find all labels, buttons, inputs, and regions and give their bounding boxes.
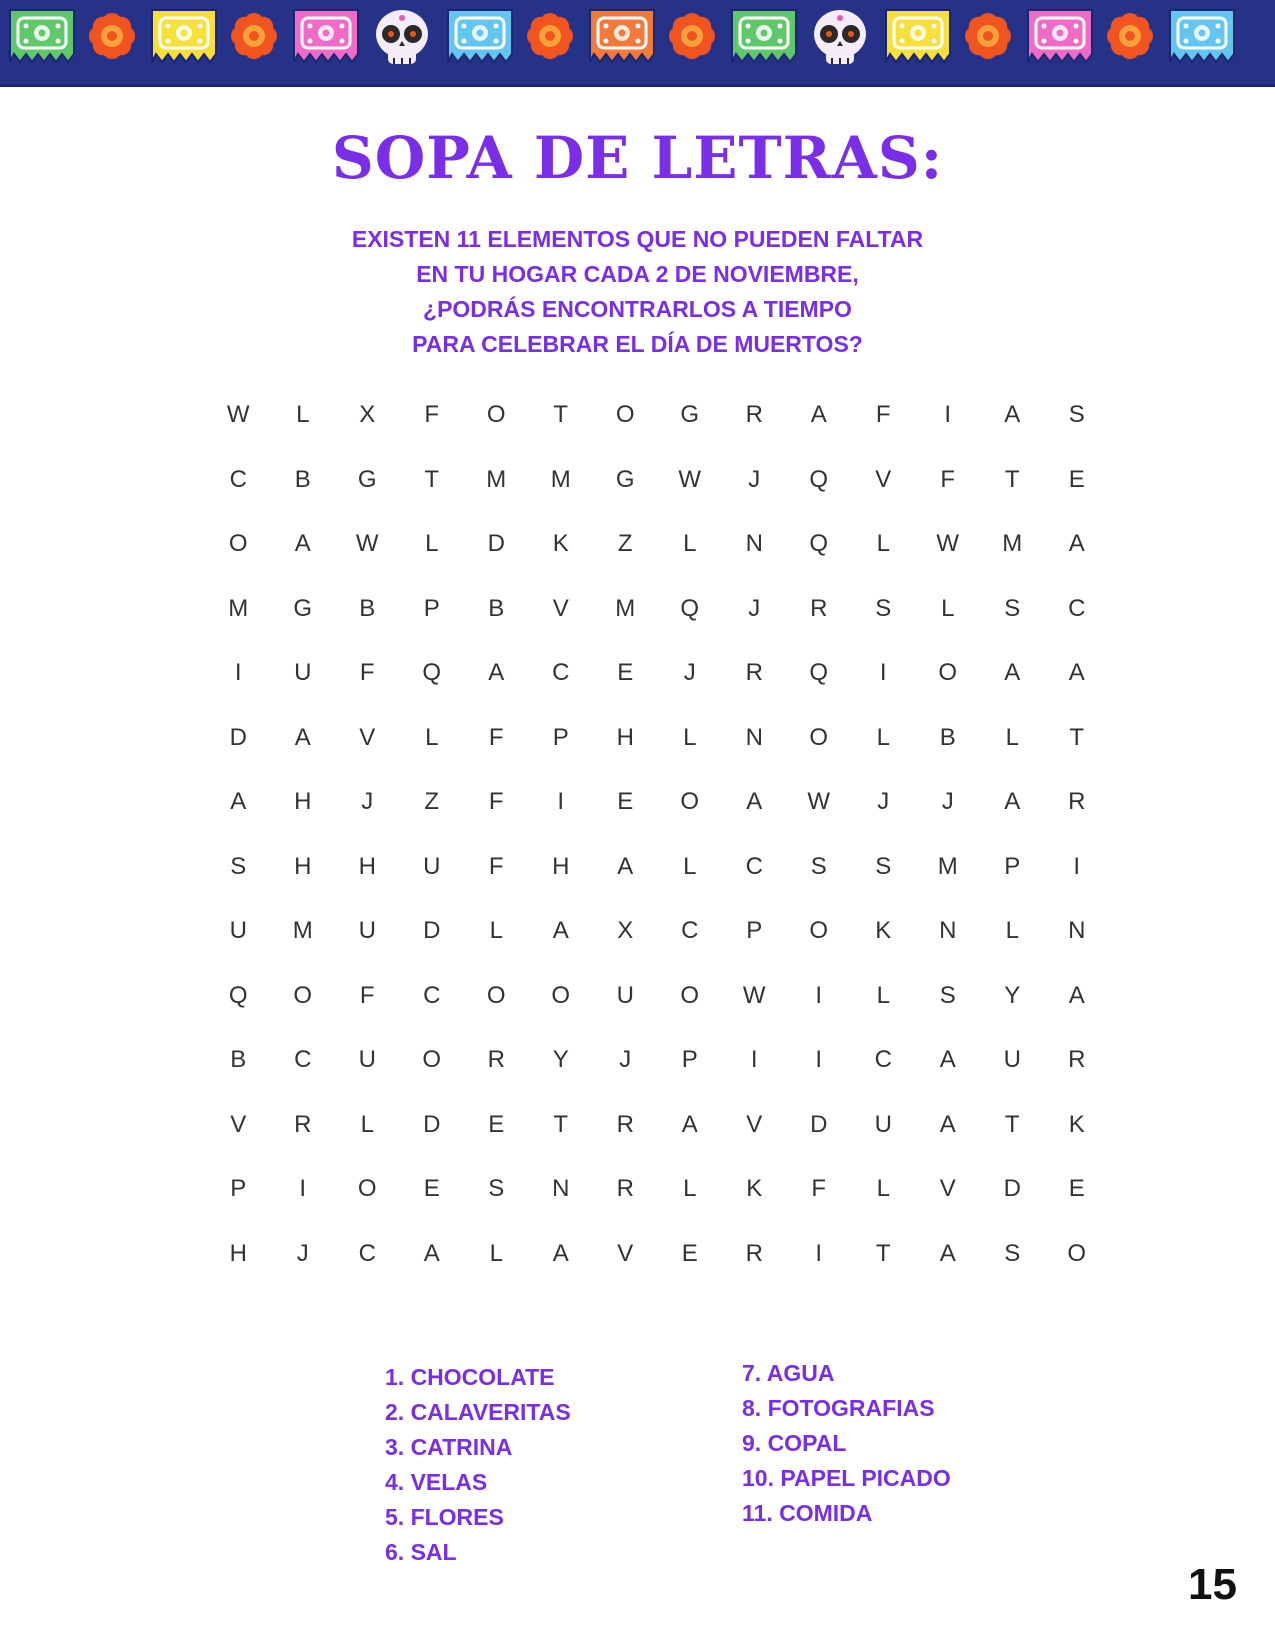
grid-letter: V — [230, 1110, 247, 1138]
grid-letter: T — [553, 401, 569, 428]
grid-letter: U — [229, 917, 247, 944]
grid-letter: M — [292, 917, 313, 944]
papel-picado-flag-icon — [1166, 6, 1238, 66]
grid-letter: N — [745, 723, 763, 751]
marigold-flower-icon — [1104, 10, 1156, 62]
instructions-line: ¿PODRÁS ENCONTRARLOS A TIEMPO — [423, 296, 852, 322]
grid-letter: O — [551, 981, 571, 1009]
grid-letter: L — [489, 1239, 503, 1267]
grid-letter: J — [296, 1239, 309, 1267]
grid-letter: B — [294, 465, 311, 493]
grid-letter: W — [355, 530, 379, 557]
word-list-item: 7. AGUA — [742, 1360, 835, 1386]
grid-letter: U — [1003, 1046, 1021, 1073]
grid-letter: M — [228, 594, 249, 622]
grid-letter: V — [939, 1175, 956, 1202]
word-list-item: 11. COMIDA — [742, 1500, 873, 1526]
grid-letter: X — [617, 917, 634, 944]
grid-letter: D — [229, 723, 247, 751]
grid-letter: L — [683, 1175, 697, 1202]
grid-letter: W — [807, 788, 831, 815]
grid-letter: T — [1004, 1110, 1020, 1138]
grid-letter: I — [557, 788, 565, 815]
grid-letter: H — [294, 852, 312, 880]
grid-letter: L — [1005, 723, 1019, 751]
grid-letter: I — [234, 659, 242, 686]
word-list-item: 6. SAL — [385, 1539, 457, 1565]
instructions-line: EN TU HOGAR CADA 2 DE NOVIEMBRE, — [416, 261, 859, 287]
grid-letter: N — [745, 530, 763, 557]
grid-letter: Q — [422, 659, 442, 686]
grid-letter: A — [939, 1239, 956, 1267]
page-title: SOPA DE LETRAS: — [331, 124, 944, 192]
grid-letter: I — [299, 1175, 307, 1202]
grid-letter: H — [616, 723, 634, 751]
grid-letter: U — [358, 1046, 376, 1073]
grid-letter: L — [876, 530, 890, 557]
grid-letter: E — [488, 1110, 505, 1138]
grid-letter: W — [678, 465, 702, 493]
grid-letter: A — [1068, 659, 1085, 686]
papel-picado-flag-icon — [882, 6, 954, 66]
grid-letter: L — [489, 917, 503, 944]
grid-letter: A — [681, 1110, 698, 1138]
grid-letter: A — [423, 1239, 440, 1267]
grid-letter: L — [425, 530, 439, 557]
grid-letter: M — [486, 465, 507, 493]
papel-picado-flag-icon — [1024, 6, 1096, 66]
grid-letter: O — [293, 981, 313, 1009]
grid-letter: L — [683, 723, 697, 751]
grid-letter: C — [358, 1239, 376, 1267]
grid-letter: T — [553, 1110, 569, 1138]
grid-letter: M — [937, 852, 958, 880]
grid-letter: P — [746, 917, 763, 944]
grid-letter: L — [941, 594, 955, 622]
papel-picado-flag-icon — [290, 6, 362, 66]
grid-letter: T — [1004, 465, 1020, 493]
grid-letter: R — [616, 1110, 634, 1138]
grid-letter: H — [358, 852, 376, 880]
grid-letter: W — [742, 981, 766, 1009]
grid-letter: L — [683, 852, 697, 880]
grid-letter: J — [748, 594, 761, 622]
grid-letter: F — [359, 659, 375, 686]
grid-letter: J — [683, 659, 696, 686]
grid-letter: I — [879, 659, 887, 686]
grid-letter: C — [552, 659, 570, 686]
word-list-item: 10. PAPEL PICADO — [742, 1465, 951, 1491]
grid-letter: H — [294, 788, 312, 815]
grid-letter: L — [1005, 917, 1019, 944]
marigold-flower-icon — [962, 10, 1014, 62]
grid-letter: E — [423, 1175, 440, 1202]
grid-letter: L — [296, 401, 310, 428]
grid-letter: P — [552, 723, 569, 751]
grid-letter: K — [746, 1175, 763, 1202]
grid-letter: Q — [809, 530, 829, 557]
grid-letter: L — [876, 1175, 890, 1202]
grid-letter: C — [423, 981, 441, 1009]
grid-letter: Q — [228, 981, 248, 1009]
grid-letter: K — [552, 530, 569, 557]
grid-letter: R — [616, 1175, 634, 1202]
grid-letter: F — [359, 981, 375, 1009]
grid-letter: A — [939, 1046, 956, 1073]
grid-letter: G — [680, 401, 700, 428]
grid-letter: K — [875, 917, 892, 944]
grid-letter: O — [809, 723, 829, 751]
grid-letter: Z — [617, 530, 633, 557]
grid-letter: O — [486, 401, 506, 428]
grid-letter: K — [1068, 1110, 1085, 1138]
word-list-item: 8. FOTOGRAFIAS — [742, 1395, 935, 1421]
grid-letter: J — [619, 1046, 632, 1073]
word-list-item: 3. CATRINA — [385, 1434, 513, 1460]
papel-picado-flag-icon — [728, 6, 800, 66]
word-list-item: 1. CHOCOLATE — [385, 1364, 555, 1390]
grid-letter: Y — [552, 1046, 569, 1073]
grid-letter: I — [815, 981, 823, 1009]
grid-letter: I — [1073, 852, 1081, 880]
grid-letter: F — [811, 1175, 827, 1202]
grid-letter: A — [1068, 981, 1085, 1009]
grid-letter: S — [875, 594, 892, 622]
grid-letter: F — [488, 852, 504, 880]
grid-letter: S — [875, 852, 892, 880]
grid-letter: O — [357, 1175, 377, 1202]
grid-letter: A — [552, 917, 569, 944]
grid-letter: A — [810, 401, 827, 428]
grid-letter: W — [226, 401, 250, 428]
grid-letter: R — [1068, 788, 1086, 815]
grid-letter: Y — [1004, 981, 1021, 1009]
grid-letter: H — [229, 1239, 247, 1267]
instructions — [0, 222, 1275, 362]
grid-letter: G — [293, 594, 313, 622]
grid-letter: B — [230, 1046, 247, 1073]
grid-letter: I — [750, 1046, 758, 1073]
grid-letter: R — [745, 401, 763, 428]
grid-letter: C — [229, 465, 247, 493]
grid-letter: E — [617, 659, 634, 686]
papel-picado-flag-icon — [148, 6, 220, 66]
grid-letter: R — [810, 594, 828, 622]
grid-letter: J — [941, 788, 954, 815]
grid-letter: E — [617, 788, 634, 815]
grid-letter: L — [876, 723, 890, 751]
grid-letter: V — [746, 1110, 763, 1138]
grid-letter: L — [876, 981, 890, 1009]
grid-letter: X — [359, 401, 376, 428]
papel-picado-flag-icon — [586, 6, 658, 66]
grid-letter: R — [1068, 1046, 1086, 1073]
grid-letter: W — [936, 530, 960, 557]
marigold-flower-icon — [666, 10, 718, 62]
grid-letter: D — [810, 1110, 828, 1138]
grid-letter: L — [425, 723, 439, 751]
grid-letter: U — [423, 852, 441, 880]
grid-letter: A — [1068, 530, 1085, 557]
grid-letter: F — [875, 401, 891, 428]
marigold-flower-icon — [86, 10, 138, 62]
grid-letter: O — [1067, 1239, 1087, 1267]
grid-letter: M — [550, 465, 571, 493]
grid-letter: C — [745, 852, 763, 880]
grid-letter: I — [944, 401, 952, 428]
instructions-line: PARA CELEBRAR EL DÍA DE MUERTOS? — [412, 331, 863, 357]
sugar-skull-icon — [370, 6, 434, 70]
marigold-flower-icon — [228, 10, 280, 62]
grid-letter: G — [615, 465, 635, 493]
grid-letter: V — [359, 723, 376, 751]
papel-picado-flag-icon — [6, 6, 78, 66]
grid-letter: S — [488, 1175, 505, 1202]
grid-letter: P — [230, 1175, 247, 1202]
grid-letter: S — [810, 852, 827, 880]
grid-letter: F — [424, 401, 440, 428]
grid-letter: A — [488, 659, 505, 686]
grid-letter: O — [228, 530, 248, 557]
grid-letter: T — [875, 1239, 891, 1267]
grid-letter: D — [1003, 1175, 1021, 1202]
grid-letter: N — [552, 1175, 570, 1202]
word-list-item: 9. COPAL — [742, 1430, 847, 1456]
grid-letter: U — [294, 659, 312, 686]
grid-letter: C — [1068, 594, 1086, 622]
grid-letter: A — [1004, 659, 1021, 686]
grid-letter: A — [294, 723, 311, 751]
grid-letter: D — [487, 530, 505, 557]
grid-letter: G — [357, 465, 377, 493]
grid-letter: A — [1004, 788, 1021, 815]
word-search-grid — [206, 400, 1109, 1303]
grid-letter: R — [487, 1046, 505, 1073]
grid-letter: E — [1068, 465, 1085, 493]
grid-letter: J — [748, 465, 761, 493]
grid-letter: O — [486, 981, 506, 1009]
grid-letter: B — [939, 723, 956, 751]
grid-letter: U — [358, 917, 376, 944]
word-list-left — [385, 1360, 571, 1570]
instructions-line: EXISTEN 11 ELEMENTOS QUE NO PUEDEN FALTAR — [351, 226, 924, 252]
grid-letter: T — [1069, 723, 1085, 751]
grid-letter: R — [745, 659, 763, 686]
grid-letter: E — [1068, 1175, 1085, 1202]
grid-letter: O — [680, 981, 700, 1009]
grid-letter: Q — [809, 659, 829, 686]
grid-letter: O — [809, 917, 829, 944]
decorative-banner — [0, 0, 1275, 87]
grid-letter: O — [615, 401, 635, 428]
grid-letter: T — [424, 465, 440, 493]
grid-letter: S — [230, 852, 247, 880]
grid-letter: A — [294, 530, 311, 557]
word-list-item: 4. VELAS — [385, 1469, 488, 1495]
grid-letter: V — [875, 465, 892, 493]
grid-letter: M — [615, 594, 636, 622]
grid-letter: C — [874, 1046, 892, 1073]
grid-letter: D — [423, 1110, 441, 1138]
sugar-skull-icon — [808, 6, 872, 70]
grid-letter: A — [617, 852, 634, 880]
grid-letter: F — [488, 788, 504, 815]
grid-letter: H — [552, 852, 570, 880]
grid-letter: A — [552, 1239, 569, 1267]
grid-letter: V — [552, 594, 569, 622]
grid-letter: S — [1068, 401, 1085, 428]
grid-letter: N — [939, 917, 957, 944]
grid-letter: S — [1004, 594, 1021, 622]
grid-letter: V — [617, 1239, 634, 1267]
papel-picado-flag-icon — [444, 6, 516, 66]
word-list-item: 5. FLORES — [385, 1504, 504, 1530]
grid-letter: O — [680, 788, 700, 815]
grid-letter: Z — [424, 788, 440, 815]
grid-letter: U — [874, 1110, 892, 1138]
page-number: 15 — [1188, 1560, 1237, 1609]
word-list-item: 2. CALAVERITAS — [385, 1399, 571, 1425]
grid-letter: O — [938, 659, 958, 686]
grid-letter: S — [939, 981, 956, 1009]
grid-letter: P — [681, 1046, 698, 1073]
grid-letter: A — [1004, 401, 1021, 428]
grid-letter: I — [815, 1046, 823, 1073]
grid-letter: L — [360, 1110, 374, 1138]
grid-letter: P — [1004, 852, 1021, 880]
grid-letter: C — [681, 917, 699, 944]
marigold-flower-icon — [524, 10, 576, 62]
grid-letter: Q — [809, 465, 829, 493]
grid-letter: A — [746, 788, 763, 815]
grid-letter: A — [230, 788, 247, 815]
grid-letter: N — [1068, 917, 1086, 944]
grid-letter: I — [815, 1239, 823, 1267]
grid-letter: J — [361, 788, 374, 815]
grid-letter: Q — [680, 594, 700, 622]
grid-letter: B — [488, 594, 505, 622]
grid-letter: R — [745, 1239, 763, 1267]
grid-letter: O — [422, 1046, 442, 1073]
grid-letter: J — [877, 788, 890, 815]
grid-letter: D — [423, 917, 441, 944]
grid-letter: L — [683, 530, 697, 557]
grid-letter: R — [294, 1110, 312, 1138]
grid-letter: F — [940, 465, 956, 493]
grid-letter: E — [681, 1239, 698, 1267]
grid-letter: F — [488, 723, 504, 751]
grid-letter: S — [1004, 1239, 1021, 1267]
grid-letter: M — [1002, 530, 1023, 557]
grid-letter: U — [616, 981, 634, 1009]
word-list-right — [742, 1356, 951, 1531]
grid-letter: B — [359, 594, 376, 622]
grid-letter: A — [939, 1110, 956, 1138]
grid-letter: C — [294, 1046, 312, 1073]
grid-letter: P — [423, 594, 440, 622]
